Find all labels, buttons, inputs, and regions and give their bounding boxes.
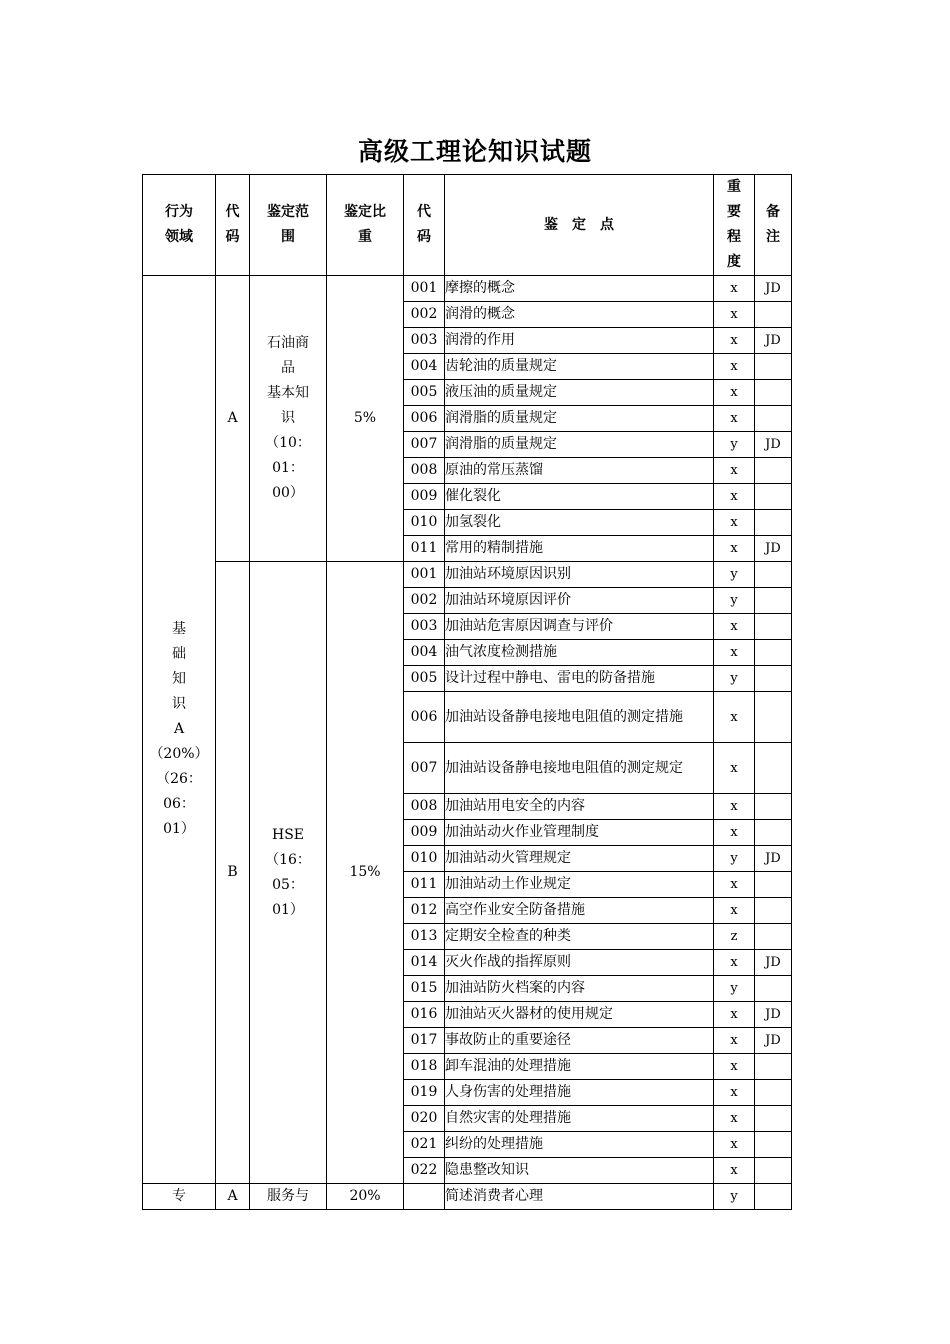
point-code: 007 [404,743,445,794]
point-text: 加油站环境原因评价 [445,588,714,614]
header-remark: 备 注 [755,175,792,276]
remark-value: JD [755,1002,792,1028]
remark-value [755,872,792,898]
point-text: 简述消费者心理 [445,1184,714,1210]
table-row [143,562,792,588]
point-text: 摩擦的概念 [445,276,714,302]
remark-value: JD [755,536,792,562]
point-text: 高空作业安全防备措施 [445,898,714,924]
point-code: 003 [404,614,445,640]
header-point: 鉴 定 点 [445,175,714,276]
remark-value [755,1158,792,1184]
remark-value [755,1132,792,1158]
importance-value: x [714,510,755,536]
remark-value: JD [755,846,792,872]
remark-value: JD [755,432,792,458]
importance-value: x [714,302,755,328]
point-code: 009 [404,820,445,846]
scope-cell: 石油商 品 基本知 识 （10： 01： 00） [250,276,327,562]
point-text: 定期安全检查的种类 [445,924,714,950]
importance-value: x [714,820,755,846]
point-code: 010 [404,510,445,536]
remark-value [755,1106,792,1132]
importance-value: x [714,743,755,794]
point-text: 纠纷的处理措施 [445,1132,714,1158]
group-code-cell: A [216,1184,250,1210]
point-code: 011 [404,536,445,562]
point-code: 006 [404,692,445,743]
point-code: 004 [404,640,445,666]
remark-value [755,640,792,666]
point-text: 加油站动火管理规定 [445,846,714,872]
point-code: 002 [404,302,445,328]
importance-value: x [714,640,755,666]
importance-value: x [714,1158,755,1184]
point-code: 006 [404,406,445,432]
header-row [143,175,792,276]
header-domain: 行为 领域 [143,175,216,276]
point-text: 润滑脂的质量规定 [445,432,714,458]
importance-value: y [714,1184,755,1210]
remark-value [755,406,792,432]
header-point-code: 代 码 [404,175,445,276]
remark-value [755,510,792,536]
point-code: 022 [404,1158,445,1184]
importance-value: x [714,950,755,976]
point-text: 原油的常压蒸馏 [445,458,714,484]
remark-value: JD [755,276,792,302]
point-text: 加油站设备静电接地电阻值的测定措施 [445,692,714,743]
point-text: 加油站用电安全的内容 [445,794,714,820]
importance-value: x [714,898,755,924]
remark-value [755,614,792,640]
importance-value: x [714,406,755,432]
importance-value: x [714,484,755,510]
table-row [143,1184,792,1210]
importance-value: x [714,1028,755,1054]
point-code: 005 [404,380,445,406]
point-code: 012 [404,898,445,924]
point-text: 齿轮油的质量规定 [445,354,714,380]
table-row [143,276,792,302]
point-text: 加油站设备静电接地电阻值的测定规定 [445,743,714,794]
group-code-cell: A [216,276,250,562]
point-text: 催化裂化 [445,484,714,510]
remark-value: JD [755,1028,792,1054]
remark-value: JD [755,950,792,976]
remark-value [755,1080,792,1106]
point-code: 019 [404,1080,445,1106]
remark-value [755,302,792,328]
importance-value: x [714,276,755,302]
importance-value: y [714,562,755,588]
point-code: 010 [404,846,445,872]
importance-value: y [714,666,755,692]
remark-value [755,380,792,406]
point-text: 灭火作战的指挥原则 [445,950,714,976]
remark-value [755,976,792,1002]
importance-value: x [714,1132,755,1158]
point-code [404,1184,445,1210]
point-text: 卸车混油的处理措施 [445,1054,714,1080]
ratio-cell: 5% [327,276,404,562]
remark-value [755,1184,792,1210]
point-code: 004 [404,354,445,380]
remark-value [755,562,792,588]
point-text: 油气浓度检测措施 [445,640,714,666]
point-text: 事故防止的重要途径 [445,1028,714,1054]
point-text: 液压油的质量规定 [445,380,714,406]
ratio-cell: 15% [327,562,404,1184]
point-code: 001 [404,276,445,302]
importance-value: x [714,692,755,743]
importance-value: x [714,1002,755,1028]
point-code: 013 [404,924,445,950]
point-text: 润滑的概念 [445,302,714,328]
domain-cell: 基 础 知 识 A （20%） （26： 06： 01） [143,276,216,1184]
importance-value: x [714,1054,755,1080]
point-text: 加油站灭火器材的使用规定 [445,1002,714,1028]
page-title: 高级工理论知识试题 [357,137,592,166]
importance-value: y [714,846,755,872]
importance-value: x [714,794,755,820]
point-text: 加油站危害原因调查与评价 [445,614,714,640]
importance-value: y [714,588,755,614]
point-code: 003 [404,328,445,354]
scope-cell: HSE （16： 05： 01） [250,562,327,1184]
point-code: 014 [404,950,445,976]
importance-value: y [714,432,755,458]
point-text: 加油站动火作业管理制度 [445,820,714,846]
point-text: 润滑的作用 [445,328,714,354]
remark-value [755,458,792,484]
importance-value: x [714,458,755,484]
remark-value [755,484,792,510]
importance-value: x [714,354,755,380]
importance-value: x [714,380,755,406]
remark-value: JD [755,328,792,354]
point-text: 隐患整改知识 [445,1158,714,1184]
importance-value: x [714,1080,755,1106]
point-code: 021 [404,1132,445,1158]
point-code: 002 [404,588,445,614]
point-code: 018 [404,1054,445,1080]
point-code: 020 [404,1106,445,1132]
knowledge-table [142,174,792,1210]
point-text: 自然灾害的处理措施 [445,1106,714,1132]
remark-value [755,692,792,743]
point-code: 008 [404,794,445,820]
point-text: 常用的精制措施 [445,536,714,562]
remark-value [755,666,792,692]
point-code: 011 [404,872,445,898]
point-text: 设计过程中静电、雷电的防备措施 [445,666,714,692]
ratio-cell: 20% [327,1184,404,1210]
importance-value: x [714,328,755,354]
remark-value [755,354,792,380]
importance-value: x [714,536,755,562]
point-text: 加油站动土作业规定 [445,872,714,898]
importance-value: y [714,976,755,1002]
scope-cell: 服务与 [250,1184,327,1210]
point-code: 009 [404,484,445,510]
point-code: 017 [404,1028,445,1054]
point-code: 015 [404,976,445,1002]
remark-value [755,794,792,820]
point-code: 007 [404,432,445,458]
point-code: 001 [404,562,445,588]
point-code: 016 [404,1002,445,1028]
remark-value [755,588,792,614]
domain-cell: 专 [143,1184,216,1210]
importance-value: z [714,924,755,950]
remark-value [755,898,792,924]
header-code: 代 码 [216,175,250,276]
importance-value: x [714,614,755,640]
point-text: 人身伤害的处理措施 [445,1080,714,1106]
remark-value [755,1054,792,1080]
point-code: 008 [404,458,445,484]
remark-value [755,820,792,846]
remark-value [755,743,792,794]
remark-value [755,924,792,950]
importance-value: x [714,1106,755,1132]
header-scope: 鉴定范 围 [250,175,327,276]
point-text: 加油站防火档案的内容 [445,976,714,1002]
point-text: 加油站环境原因识别 [445,562,714,588]
header-importance: 重 要 程 度 [714,175,755,276]
header-ratio: 鉴定比 重 [327,175,404,276]
point-text: 加氢裂化 [445,510,714,536]
importance-value: x [714,872,755,898]
point-code: 005 [404,666,445,692]
group-code-cell: B [216,562,250,1184]
point-text: 润滑脂的质量规定 [445,406,714,432]
